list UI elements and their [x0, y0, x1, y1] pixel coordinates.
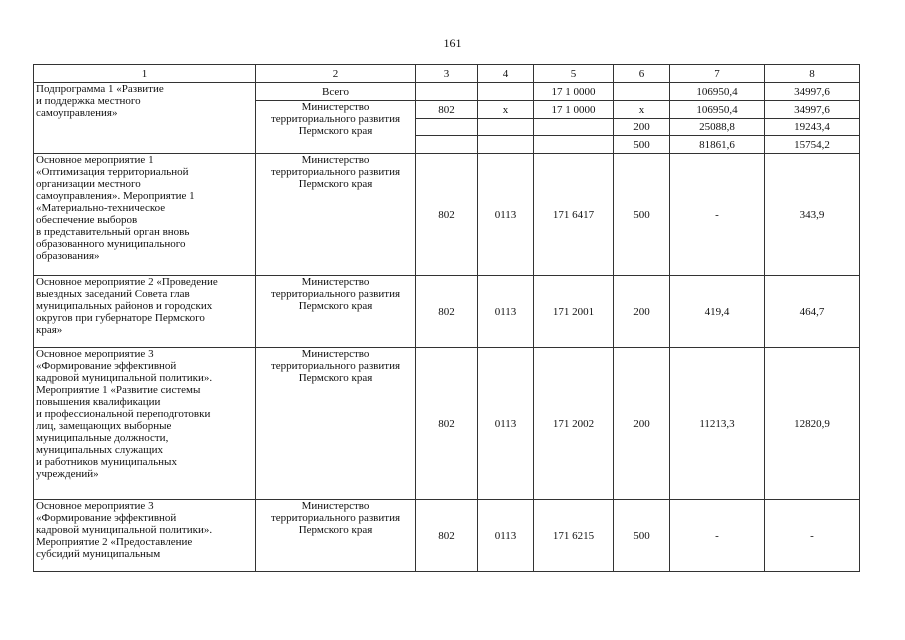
column-header: 6 [614, 65, 670, 83]
ministry-cell: Министерство территориального развития Пермского края [256, 500, 416, 572]
column-header: 7 [670, 65, 765, 83]
table-cell [478, 119, 534, 136]
table-cell [416, 83, 478, 101]
table-cell: 200 [614, 119, 670, 136]
table-cell: 171 2002 [534, 348, 614, 500]
table-row [34, 500, 860, 572]
row-name-cell: Основное мероприятие 3 «Формирование эффективной кадровой муниципальной политики». Мероприятие 1 «Развитие системы повышения квалификации и профессиональной переподготовки лиц, замещающих выборные муниципальные должности, муниципальных служащих и работников муниципальных учреждений» [34, 348, 256, 500]
table-cell: x [478, 101, 534, 119]
table-cell: x [614, 101, 670, 119]
column-header: 2 [256, 65, 416, 83]
table-row [34, 154, 860, 276]
table-cell: 802 [416, 500, 478, 572]
row-name-cell: Основное мероприятие 2 «Проведение выездных заседаний Совета глав муниципальных районов и городских округов при губернаторе Пермского края» [34, 276, 256, 348]
table-cell: - [670, 500, 765, 572]
table-cell: 343,9 [765, 154, 860, 276]
table-header-row [34, 65, 860, 83]
budget-table [33, 64, 860, 572]
table-cell [416, 119, 478, 136]
table-cell: 200 [614, 276, 670, 348]
column-header: 3 [416, 65, 478, 83]
table-cell: 500 [614, 154, 670, 276]
table-cell: 81861,6 [670, 136, 765, 154]
table-cell: 802 [416, 276, 478, 348]
row-name-cell: Подпрограмма 1 «Развитие и поддержка местного самоуправления» [34, 83, 256, 154]
table-cell: 25088,8 [670, 119, 765, 136]
table-cell: 0113 [478, 500, 534, 572]
row-name-cell: Основное мероприятие 1 «Оптимизация территориальной организации местного самоуправления». Мероприятие 1 «Материально-техническое обеспечение выборов в представительный орган вновь образованного муниципального образования» [34, 154, 256, 276]
table-cell: 171 6417 [534, 154, 614, 276]
page-number: 161 [443, 36, 462, 50]
table-cell: 34997,6 [765, 101, 860, 119]
column-header: 1 [34, 65, 256, 83]
row-name-cell: Основное мероприятие 3 «Формирование эффективной кадровой муниципальной политики». Мероприятие 2 «Предоставление субсидий муниципальным [34, 500, 256, 572]
table-cell [478, 83, 534, 101]
table-cell [534, 119, 614, 136]
table-cell: 464,7 [765, 276, 860, 348]
table-cell: 106950,4 [670, 83, 765, 101]
ministry-cell: Министерство территориального развития Пермского края [256, 276, 416, 348]
total-label-cell: Всего [256, 83, 416, 101]
table-row [34, 348, 860, 500]
table-cell: 500 [614, 500, 670, 572]
table-cell [478, 136, 534, 154]
table-cell: 106950,4 [670, 101, 765, 119]
table-cell: 15754,2 [765, 136, 860, 154]
table-cell: 802 [416, 154, 478, 276]
column-header: 4 [478, 65, 534, 83]
table-cell [534, 136, 614, 154]
ministry-cell: Министерство территориального развития Пермского края [256, 348, 416, 500]
table-row [34, 276, 860, 348]
table-cell: 0113 [478, 348, 534, 500]
table-cell: 171 2001 [534, 276, 614, 348]
table-cell: 802 [416, 101, 478, 119]
table-cell [614, 83, 670, 101]
table-cell: 19243,4 [765, 119, 860, 136]
table-cell: 34997,6 [765, 83, 860, 101]
table-cell: 17 1 0000 [534, 101, 614, 119]
table-cell: 802 [416, 348, 478, 500]
table-cell: 11213,3 [670, 348, 765, 500]
table-row [34, 83, 860, 101]
column-header: 8 [765, 65, 860, 83]
ministry-cell: Министерство территориального развития Пермского края [256, 101, 416, 154]
table-cell: 12820,9 [765, 348, 860, 500]
table-cell: 500 [614, 136, 670, 154]
table-cell: 171 6215 [534, 500, 614, 572]
table-cell: - [670, 154, 765, 276]
ministry-cell: Министерство территориального развития Пермского края [256, 154, 416, 276]
table-cell: - [765, 500, 860, 572]
column-header: 5 [534, 65, 614, 83]
table-cell [416, 136, 478, 154]
table-cell: 419,4 [670, 276, 765, 348]
table-cell: 0113 [478, 154, 534, 276]
table-cell: 200 [614, 348, 670, 500]
table-cell: 0113 [478, 276, 534, 348]
table-cell: 17 1 0000 [534, 83, 614, 101]
